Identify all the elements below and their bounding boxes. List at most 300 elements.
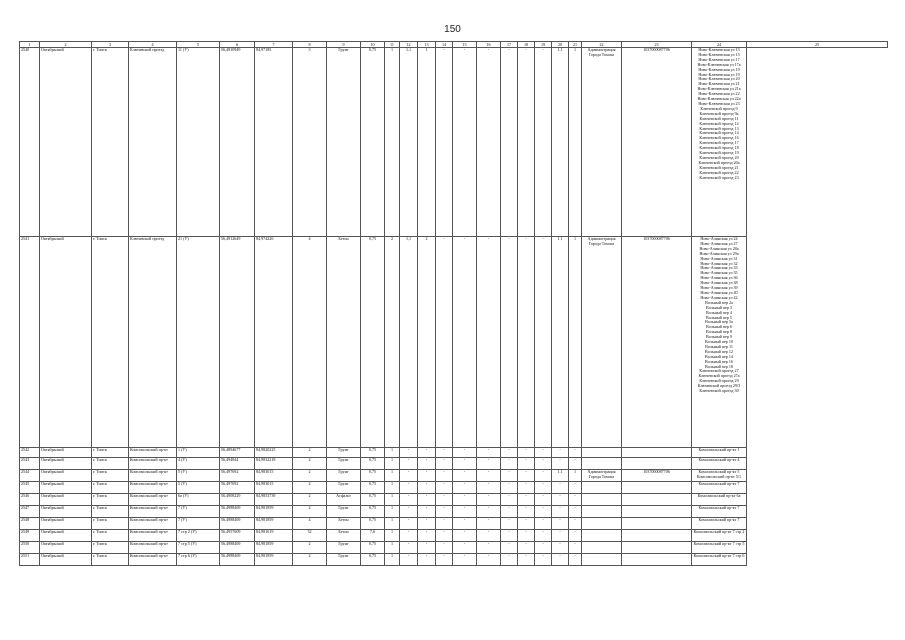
address-item: Ново-Ачинская ул 28а bbox=[699, 245, 739, 251]
value-21: 1,1 bbox=[552, 470, 569, 482]
address-item: Ключевской проезд 14 bbox=[699, 130, 739, 136]
value-22: - bbox=[569, 448, 582, 458]
value-15: - bbox=[436, 237, 453, 448]
value-14: - bbox=[418, 494, 436, 506]
table-row bbox=[20, 542, 888, 554]
value-17: - bbox=[477, 48, 501, 237]
address-item: Ново-Ключевская ул 22а bbox=[697, 96, 741, 102]
address-item: Ново-Ачинская ул 38 bbox=[700, 280, 738, 286]
value-11: 0,75 bbox=[361, 542, 385, 554]
address-item: Комсомольский пр-кт 7 bbox=[698, 517, 740, 522]
value-11: 0,75 bbox=[361, 482, 385, 494]
category: 2 bbox=[293, 506, 327, 518]
column-number: 8 bbox=[293, 42, 327, 48]
category: 4 bbox=[293, 237, 327, 448]
address-item: Ново-Ключевская ул 13 bbox=[698, 47, 740, 52]
value-18: - bbox=[501, 458, 518, 470]
value-11: 0,75 bbox=[361, 470, 385, 482]
address-item: Ключевской проезд 20 bbox=[699, 154, 739, 160]
city: г. Томск bbox=[92, 530, 129, 542]
table-row bbox=[20, 530, 888, 542]
address-list bbox=[692, 506, 747, 518]
value-17: - bbox=[477, 448, 501, 458]
street-name: Комсомольский пр-кт bbox=[129, 530, 177, 542]
value-13: - bbox=[400, 554, 418, 566]
address-list bbox=[692, 554, 747, 566]
address-item: Ключевской проезд 12 bbox=[699, 120, 739, 126]
ogrn bbox=[622, 482, 692, 494]
value-12: 1 bbox=[385, 482, 400, 494]
district: Октябрьский bbox=[40, 237, 92, 448]
value-22: 1 bbox=[569, 48, 582, 237]
value-22: - bbox=[569, 458, 582, 470]
column-number: 16 bbox=[477, 42, 501, 48]
object-code: 7 стр 5 (У) bbox=[177, 542, 220, 554]
district: Октябрьский bbox=[40, 518, 92, 530]
value-13: 1,1 bbox=[400, 48, 418, 237]
address-item: Ново-Ачинская ул 35 bbox=[700, 270, 738, 276]
value-17: - bbox=[477, 542, 501, 554]
address-list bbox=[692, 237, 747, 448]
owner bbox=[582, 482, 622, 494]
value-13: - bbox=[400, 470, 418, 482]
value-12: 1 bbox=[385, 48, 400, 237]
address-item: Ключевской проезд 27 bbox=[699, 368, 739, 374]
address-list bbox=[692, 542, 747, 554]
value-18: - bbox=[501, 554, 518, 566]
value-21: - bbox=[552, 448, 569, 458]
table-row bbox=[20, 494, 888, 506]
row-id: 2549 bbox=[20, 530, 40, 542]
value-13: - bbox=[400, 458, 418, 470]
latitude: 56,4957609 bbox=[220, 530, 255, 542]
value-16: - bbox=[453, 542, 477, 554]
column-number: 18 bbox=[518, 42, 535, 48]
surface-type: Грунт bbox=[327, 458, 361, 470]
value-17: - bbox=[477, 482, 501, 494]
surface-type: Грунт bbox=[327, 506, 361, 518]
value-22: 1 bbox=[569, 470, 582, 482]
owner bbox=[582, 506, 622, 518]
value-22: 1 bbox=[569, 237, 582, 448]
street-name: Комсомольский пр-кт bbox=[129, 494, 177, 506]
category: 32 bbox=[293, 530, 327, 542]
category: 2 bbox=[293, 542, 327, 554]
owner: Администрация Города Томска bbox=[582, 48, 622, 237]
column-number: 25 bbox=[747, 42, 888, 48]
value-18: - bbox=[501, 48, 518, 237]
latitude: 56,4988469 bbox=[220, 518, 255, 530]
value-14: - bbox=[418, 530, 436, 542]
row-id: 2540 bbox=[20, 48, 40, 237]
value-17: - bbox=[477, 506, 501, 518]
value-11: 0,75 bbox=[361, 458, 385, 470]
value-14: - bbox=[418, 470, 436, 482]
value-20: - bbox=[535, 554, 552, 566]
value-20: - bbox=[535, 237, 552, 448]
address-item: Комсомольский пр-кт 1 bbox=[698, 447, 740, 452]
category: 3 bbox=[293, 48, 327, 237]
row-id: 2551 bbox=[20, 554, 40, 566]
value-16: - bbox=[453, 237, 477, 448]
address-item: Ключевской проезд 19 bbox=[699, 150, 739, 156]
value-19: - bbox=[518, 506, 535, 518]
value-21: - bbox=[552, 494, 569, 506]
table-row bbox=[20, 48, 888, 237]
district: Октябрьский bbox=[40, 506, 92, 518]
value-22: - bbox=[569, 518, 582, 530]
address-list bbox=[692, 518, 747, 530]
value-13: - bbox=[400, 518, 418, 530]
value-16: - bbox=[453, 448, 477, 458]
address-item: Ново-Ключевская ул 17 bbox=[698, 56, 740, 62]
ogrn bbox=[622, 530, 692, 542]
table-row bbox=[20, 482, 888, 494]
value-19: - bbox=[518, 518, 535, 530]
value-14: - bbox=[418, 458, 436, 470]
address-item: Ново-Ачинская ул 33 bbox=[700, 265, 738, 271]
longitude: 84,981859 bbox=[255, 542, 293, 554]
address-item: Ново-Ключевская ул 20 bbox=[698, 76, 740, 82]
value-13: - bbox=[400, 494, 418, 506]
longitude: 84,983015 bbox=[255, 482, 293, 494]
surface-type: Грунт bbox=[327, 554, 361, 566]
row-id: 2547 bbox=[20, 506, 40, 518]
value-19: - bbox=[518, 237, 535, 448]
owner bbox=[582, 494, 622, 506]
value-12: 1 bbox=[385, 518, 400, 530]
owner bbox=[582, 448, 622, 458]
value-18: - bbox=[501, 482, 518, 494]
owner bbox=[582, 554, 622, 566]
object-code: 21 (У) bbox=[177, 237, 220, 448]
address-list bbox=[692, 470, 747, 482]
street-name: Комсомольский пр-кт bbox=[129, 506, 177, 518]
address-item: Ключевской проезд 30 bbox=[699, 388, 739, 394]
latitude: 56,4908229 bbox=[220, 494, 255, 506]
city: г. Томск bbox=[92, 237, 129, 448]
owner: Администрация Города Томска bbox=[582, 470, 622, 482]
object-code: 7 (У) bbox=[177, 506, 220, 518]
ogrn bbox=[622, 458, 692, 470]
address-item: Ново-Ачинская ул 40 bbox=[700, 289, 738, 295]
surface-type: Бетон bbox=[327, 237, 361, 448]
value-20: - bbox=[535, 458, 552, 470]
value-15: - bbox=[436, 518, 453, 530]
value-14: - bbox=[418, 506, 436, 518]
address-item: Комсомольский пр-кт 7 стр 5 bbox=[693, 541, 745, 546]
column-number: 11 bbox=[385, 42, 400, 48]
value-11: 0,75 bbox=[361, 554, 385, 566]
value-11: 7,6 bbox=[361, 530, 385, 542]
column-number: 19 bbox=[535, 42, 552, 48]
latitude: 56,4988469 bbox=[220, 506, 255, 518]
ogrn bbox=[622, 494, 692, 506]
category: 2 bbox=[293, 494, 327, 506]
column-number: 10 bbox=[361, 42, 385, 48]
column-number: 9 bbox=[327, 42, 361, 48]
address-item: Ново-Ачинская ул 29а bbox=[699, 250, 739, 256]
value-17: - bbox=[477, 458, 501, 470]
table-row bbox=[20, 506, 888, 518]
address-item: Комсомольский пр-кт 5/1 bbox=[696, 473, 742, 479]
address-item: Ключевской проезд 20а bbox=[698, 159, 740, 165]
object-code: 7 (У) bbox=[177, 518, 220, 530]
city: г. Томск bbox=[92, 458, 129, 470]
owner bbox=[582, 542, 622, 554]
value-19: - bbox=[518, 458, 535, 470]
address-item: Комсомольский пр-кт 5 bbox=[698, 469, 740, 474]
value-17: - bbox=[477, 470, 501, 482]
value-11: 0,75 bbox=[361, 237, 385, 448]
address-item: Ключевской проезд 29/3 bbox=[697, 383, 741, 389]
address-item: Ново-Ачинская ул 39 bbox=[700, 285, 738, 291]
address-item: Вольный пер 11 bbox=[705, 343, 733, 349]
address-item: Комсомольский пр-кт 4 bbox=[698, 457, 740, 462]
address-item: Комсомольский пр-кт 7 bbox=[698, 505, 740, 510]
district: Октябрьский bbox=[40, 542, 92, 554]
row-id: 2541 bbox=[20, 237, 40, 448]
value-12: 2 bbox=[385, 237, 400, 448]
address-item: Вольный пер 16 bbox=[705, 358, 733, 364]
city: г. Томск bbox=[92, 542, 129, 554]
column-number: 14 bbox=[436, 42, 453, 48]
surface-type: Грунт bbox=[327, 542, 361, 554]
street-name: Ключевской проезд bbox=[129, 237, 177, 448]
value-11: 0,75 bbox=[361, 448, 385, 458]
value-21: - bbox=[552, 458, 569, 470]
value-22: - bbox=[569, 494, 582, 506]
value-17: - bbox=[477, 237, 501, 448]
value-19: - bbox=[518, 470, 535, 482]
value-12: 1 bbox=[385, 470, 400, 482]
value-18: - bbox=[501, 470, 518, 482]
value-20: - bbox=[535, 494, 552, 506]
owner: Администрация Города Томска bbox=[582, 237, 622, 448]
street-name: Комсомольский пр-кт bbox=[129, 448, 177, 458]
category: 2 bbox=[293, 448, 327, 458]
table-row bbox=[20, 518, 888, 530]
value-16: - bbox=[453, 506, 477, 518]
value-16: - bbox=[453, 518, 477, 530]
owner bbox=[582, 458, 622, 470]
value-21: - bbox=[552, 554, 569, 566]
value-12: 1 bbox=[385, 542, 400, 554]
district: Октябрьский bbox=[40, 554, 92, 566]
value-21: - bbox=[552, 530, 569, 542]
latitude: 56,494844 bbox=[220, 458, 255, 470]
address-item: Вольный пер 8 bbox=[706, 329, 732, 335]
ogrn: 1037000087706 bbox=[622, 48, 692, 237]
longitude: 84,974226 bbox=[255, 237, 293, 448]
category: 2 bbox=[293, 554, 327, 566]
address-item: Ключевской проезд 11 bbox=[699, 115, 739, 121]
address-item: Ключевской проезд 16 bbox=[699, 135, 739, 141]
value-15: - bbox=[436, 458, 453, 470]
object-code: 1 (У) bbox=[177, 448, 220, 458]
address-item: Ново-Ачинская ул 31 bbox=[700, 255, 738, 261]
value-19: - bbox=[518, 48, 535, 237]
address-item: Ново-Ачинская ул 42 bbox=[700, 294, 738, 300]
category: 2 bbox=[293, 470, 327, 482]
object-code: 7 стр 2 (У) bbox=[177, 530, 220, 542]
address-item: Комсомольский пр-кт 7 стр 2 bbox=[693, 529, 745, 534]
surface-type: Грунт bbox=[327, 470, 361, 482]
address-item: Ключевской проезд 23 bbox=[699, 174, 739, 180]
street-name: Комсомольский пр-кт bbox=[129, 554, 177, 566]
value-19: - bbox=[518, 530, 535, 542]
table-body bbox=[20, 42, 888, 566]
longitude: 84,983015 bbox=[255, 470, 293, 482]
value-13: - bbox=[400, 530, 418, 542]
district: Октябрьский bbox=[40, 48, 92, 237]
value-21: 1,1 bbox=[552, 237, 569, 448]
value-20: - bbox=[535, 530, 552, 542]
value-16: - bbox=[453, 554, 477, 566]
value-18: - bbox=[501, 530, 518, 542]
address-item: Комсомольский пр-кт 7 стр 6 bbox=[693, 553, 745, 558]
value-12: 1 bbox=[385, 554, 400, 566]
address-item: Вольный пер 10 bbox=[705, 339, 733, 345]
object-code: 7 стр 6 (У) bbox=[177, 554, 220, 566]
surface-type: Грунт bbox=[327, 448, 361, 458]
ogrn bbox=[622, 542, 692, 554]
column-number: 22 bbox=[582, 42, 622, 48]
address-item: Вольный пер 4 bbox=[706, 309, 732, 315]
value-15: - bbox=[436, 554, 453, 566]
street-name: Комсомольский пр-кт bbox=[129, 518, 177, 530]
district: Октябрьский bbox=[40, 470, 92, 482]
address-item: Комсомольский пр-кт 7 bbox=[698, 481, 740, 486]
column-number: 6 bbox=[220, 42, 255, 48]
city: г. Томск bbox=[92, 448, 129, 458]
object-code: 6а (У) bbox=[177, 494, 220, 506]
column-number: 13 bbox=[418, 42, 436, 48]
street-name: Комсомольский пр-кт bbox=[129, 458, 177, 470]
object-code: 5 (У) bbox=[177, 470, 220, 482]
value-16: - bbox=[453, 470, 477, 482]
longitude: 84,97185 bbox=[255, 48, 293, 237]
value-12: 1 bbox=[385, 494, 400, 506]
address-list bbox=[692, 482, 747, 494]
latitude: 56,4988469 bbox=[220, 554, 255, 566]
value-15: - bbox=[436, 470, 453, 482]
value-19: - bbox=[518, 554, 535, 566]
value-12: 1 bbox=[385, 530, 400, 542]
value-18: - bbox=[501, 237, 518, 448]
owner bbox=[582, 530, 622, 542]
column-number: 2 bbox=[40, 42, 92, 48]
value-20: - bbox=[535, 542, 552, 554]
value-13: - bbox=[400, 506, 418, 518]
address-list bbox=[692, 458, 747, 470]
address-item: Ново-Ключевская ул 15 bbox=[698, 51, 740, 57]
column-number: 24 bbox=[692, 42, 747, 48]
city: г. Томск bbox=[92, 48, 129, 237]
value-18: - bbox=[501, 542, 518, 554]
value-14: - bbox=[418, 554, 436, 566]
column-number: 17 bbox=[501, 42, 518, 48]
value-15: - bbox=[436, 48, 453, 237]
value-22: - bbox=[569, 482, 582, 494]
value-13: - bbox=[400, 542, 418, 554]
longitude: 84,9853739 bbox=[255, 494, 293, 506]
address-item: Ключевской проезд 27а bbox=[698, 373, 740, 379]
longitude: 84,981859 bbox=[255, 518, 293, 530]
value-15: - bbox=[436, 542, 453, 554]
value-18: - bbox=[501, 518, 518, 530]
value-22: - bbox=[569, 542, 582, 554]
value-14: - bbox=[418, 542, 436, 554]
column-number: 5 bbox=[177, 42, 220, 48]
latitude: 56,4894677 bbox=[220, 448, 255, 458]
longitude: 84,981859 bbox=[255, 506, 293, 518]
street-name: Ключевской проезд bbox=[129, 48, 177, 237]
address-item: Ново-Ключевская ул 22 bbox=[698, 91, 740, 97]
value-21: 1,1 bbox=[552, 48, 569, 237]
address-item: Ново-Ачинская ул 24 bbox=[700, 236, 738, 241]
ogrn bbox=[622, 448, 692, 458]
surface-type: Бетон bbox=[327, 518, 361, 530]
value-19: - bbox=[518, 494, 535, 506]
address-item: Ново-Ключевская ул 21а bbox=[697, 86, 741, 92]
value-13: - bbox=[400, 448, 418, 458]
address-item: Ключевской проезд 9 bbox=[700, 105, 738, 111]
city: г. Томск bbox=[92, 554, 129, 566]
address-item: Ново-Ачинская ул 27 bbox=[700, 240, 738, 246]
street-name: Комсомольский пр-кт bbox=[129, 482, 177, 494]
value-15: - bbox=[436, 506, 453, 518]
address-item: Ключевской проезд 22 bbox=[699, 169, 739, 175]
value-15: - bbox=[436, 530, 453, 542]
longitude: 84,9832218 bbox=[255, 458, 293, 470]
column-number: 1 bbox=[20, 42, 40, 48]
value-14: - bbox=[418, 518, 436, 530]
longitude: 84,981619 bbox=[255, 530, 293, 542]
value-20: - bbox=[535, 48, 552, 237]
object-code: 11 (У) bbox=[177, 48, 220, 237]
city: г. Томск bbox=[92, 506, 129, 518]
address-item: Ключевской проезд 21 bbox=[699, 164, 739, 170]
street-name: Комсомольский пр-кт bbox=[129, 470, 177, 482]
category: 4 bbox=[293, 518, 327, 530]
value-20: - bbox=[535, 518, 552, 530]
street-name: Комсомольский пр-кт bbox=[129, 542, 177, 554]
address-item: Ново-Ключевская ул 21 bbox=[698, 81, 740, 87]
object-code: 5 (У) bbox=[177, 482, 220, 494]
address-item: Ключевской проезд 9а bbox=[699, 110, 739, 116]
district: Октябрьский bbox=[40, 448, 92, 458]
value-20: - bbox=[535, 506, 552, 518]
owner bbox=[582, 518, 622, 530]
row-id: 2542 bbox=[20, 448, 40, 458]
value-22: - bbox=[569, 506, 582, 518]
category: 2 bbox=[293, 458, 327, 470]
address-list bbox=[692, 48, 747, 237]
value-16: - bbox=[453, 482, 477, 494]
address-item: Вольный пер 14 bbox=[705, 353, 733, 359]
value-19: - bbox=[518, 542, 535, 554]
surface-type: Бетон bbox=[327, 530, 361, 542]
address-item: Ново-Ключевская ул 17а bbox=[697, 61, 741, 67]
value-17: - bbox=[477, 554, 501, 566]
city: г. Томск bbox=[92, 482, 129, 494]
value-13: - bbox=[400, 482, 418, 494]
address-item: Вольный пер 5 bbox=[706, 314, 732, 320]
value-18: - bbox=[501, 494, 518, 506]
city: г. Томск bbox=[92, 470, 129, 482]
ogrn: 1037000087706 bbox=[622, 237, 692, 448]
